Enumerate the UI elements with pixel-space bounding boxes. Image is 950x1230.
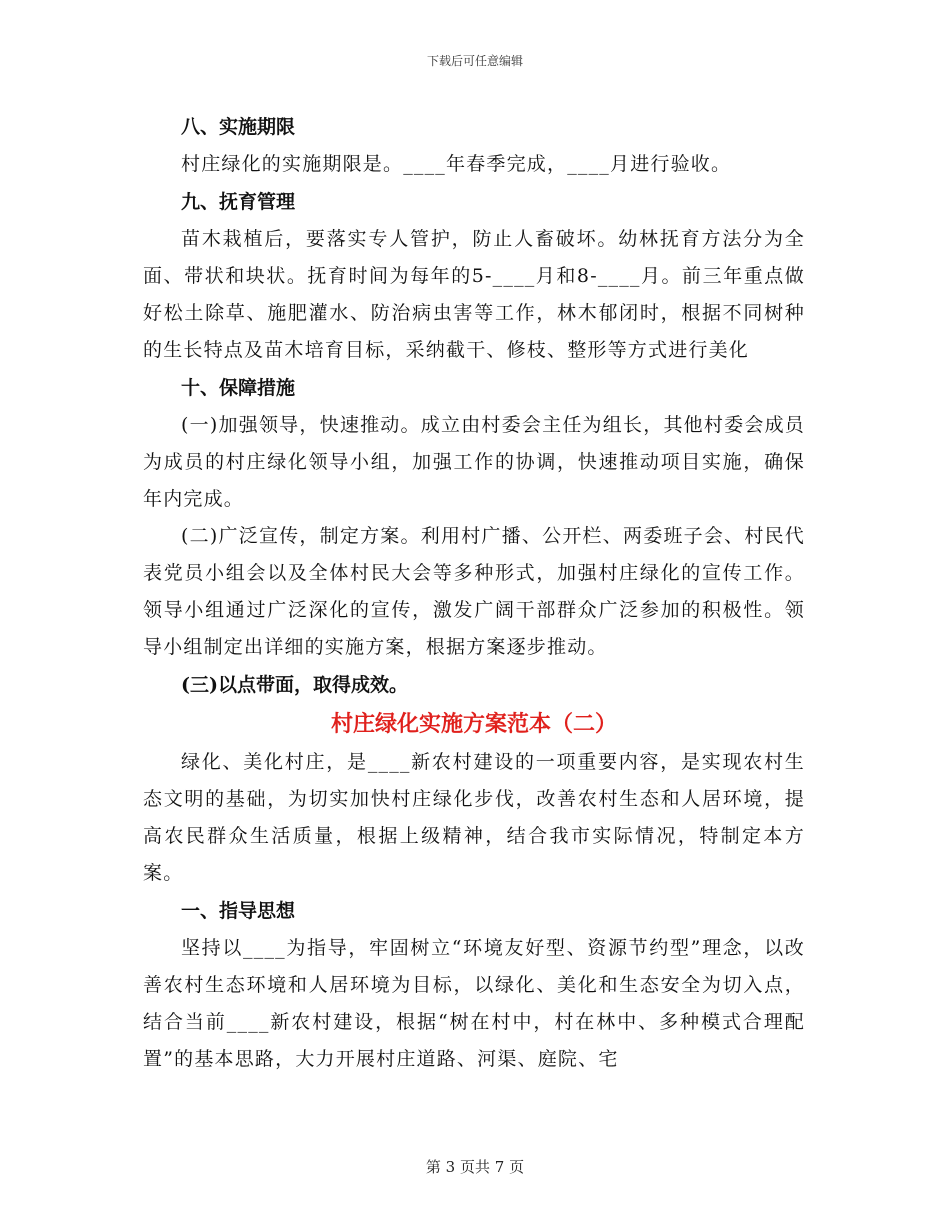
paragraph-measure-1: (一)加强领导，快速推动。成立由村委会主任为组长，其他村委会成员为成员的村庄绿化领导小组，加强工作的协调，快速推动项目实施，确保年内完成。 bbox=[143, 414, 805, 510]
paragraph-intro: 绿化、美化村庄，是____新农村建设的一项重要内容，是实现农村生态文明的基础，为切实加快村庄绿化步伐，改善农村生态和人居环境，提高农民群众生活质量，根据上级精神，结合我市实际情况，特制定本方案。 bbox=[143, 751, 805, 884]
section-heading-8: 八、实施期限 bbox=[181, 116, 296, 138]
document-title-2: 村庄绿化实施方案范本（二） bbox=[330, 711, 617, 737]
page-number: 第 3 页共 7 页 bbox=[425, 1158, 525, 1176]
paragraph-tending-management: 苗木栽植后，要落实专人管护，防止人畜破坏。幼林抚育方法分为全面、带状和块状。抚育时间为每年的5-____月和8-____月。前三年重点做好松土除草、施肥灌水、防治病虫害等工作，林木郁闭时，根据不同树种的生长特点及苗木培育目标，采纳截干、修枝、整形等方式进行美化 bbox=[143, 228, 805, 361]
section-heading-1: 一、指导思想 bbox=[181, 900, 296, 922]
paragraph-measure-2: (二)广泛宣传，制定方案。利用村广播、公开栏、两委班子会、村民代表党员小组会以及全体村民大会等多种形式，加强村庄绿化的宣传工作。领导小组通过广泛深化的宣传，激发广阔干部群众广泛参加的积极性。领导小组制定出详细的实施方案，根据方案逐步推动。 bbox=[143, 525, 805, 658]
measure-3-heading: (三)以点带面，取得成效。 bbox=[181, 674, 408, 696]
paragraph-implementation-period: 村庄绿化的实施期限是。____年春季完成，____月进行验收。 bbox=[181, 153, 732, 175]
document-body bbox=[143, 108, 805, 1078]
paragraph-guiding-ideology: 坚持以____为指导，牢固树立“环境友好型、资源节约型”理念，以改善农村生态环境和人居环境为目标，以绿化、美化和生态安全为切入点，结合当前____新农村建设，根据“树在村中，村在林中、多种模式合理配置”的基本思路，大力开展村庄道路、河渠、庭院、宅 bbox=[143, 937, 805, 1070]
section-heading-10: 十、保障措施 bbox=[181, 377, 296, 399]
page-header-note: 下载后可任意编辑 bbox=[426, 54, 523, 68]
section-heading-9: 九、抚育管理 bbox=[181, 191, 296, 213]
